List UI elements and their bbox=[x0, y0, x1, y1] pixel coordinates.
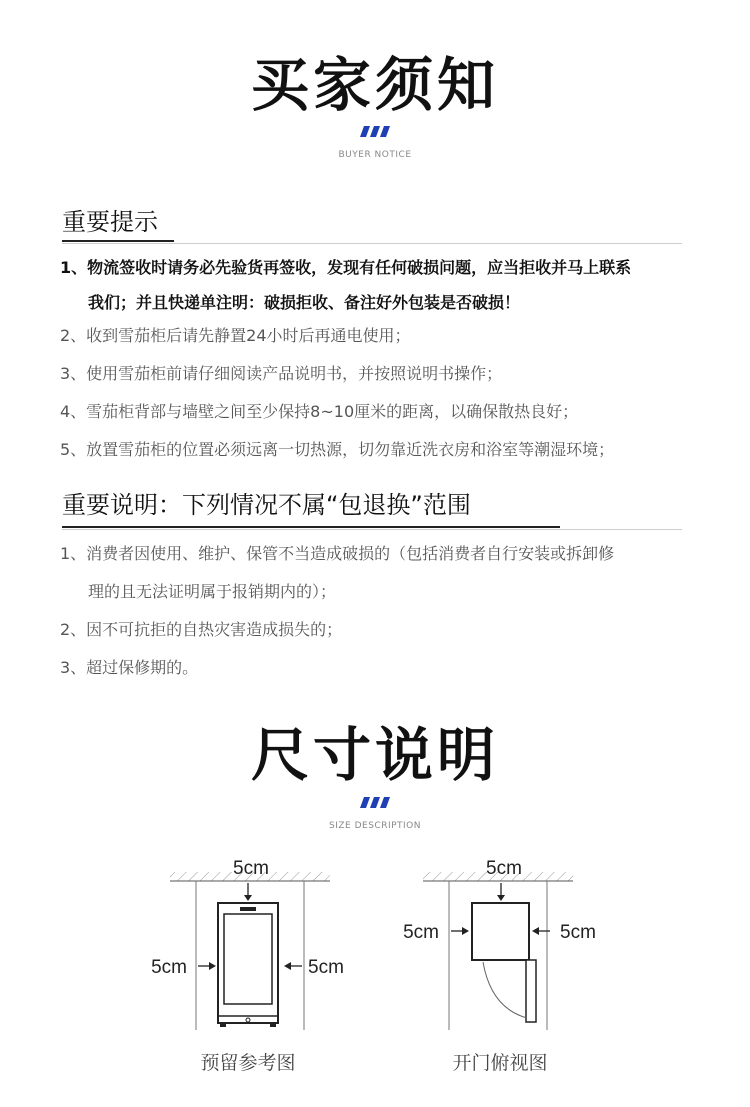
arrow-left-icon bbox=[284, 962, 302, 970]
tips-item-4: 4、雪茄柜背部与墙壁之间至少保持8~10厘米的距离，以确保散热良好； bbox=[60, 402, 579, 421]
tips-item-1: 1、物流签收时请务必先验货再签收，发现有任何破损问题，应当拒收并马上联系 bbox=[60, 258, 632, 277]
size-title: 尺寸说明 bbox=[250, 721, 499, 789]
size-slash-mark bbox=[0, 797, 750, 808]
arrow-right-icon bbox=[198, 962, 216, 970]
front-left-label: 5cm bbox=[151, 957, 187, 978]
tips-item-1-cont: 我们；并且快递单注明：破损拒收、备注好外包装是否破损！ bbox=[88, 293, 521, 312]
front-top-label: 5cm bbox=[233, 858, 269, 879]
top-view-left-label: 5cm bbox=[403, 922, 439, 943]
arrow-right-icon bbox=[451, 927, 469, 935]
tips-item-2: 2、收到雪茄柜后请先静置24小时后再通电使用； bbox=[60, 326, 411, 345]
tips-divider bbox=[62, 243, 682, 244]
tips-item-3: 3、使用雪茄柜前请仔细阅读产品说明书，并按照说明书操作； bbox=[60, 364, 503, 383]
cabinet-front-icon bbox=[218, 903, 278, 1027]
exclusions-item-1: 1、消费者因使用、维护、保管不当造成破损的（包括消费者自行安装或拆卸修 bbox=[60, 544, 615, 563]
tips-heading-underline bbox=[62, 240, 174, 242]
exclusions-item-2: 2、因不可抗拒的自热灾害造成损失的； bbox=[60, 620, 343, 639]
arrow-down-icon bbox=[497, 883, 505, 901]
top-view-caption: 开门俯视图 bbox=[452, 1052, 548, 1074]
arrow-down-icon bbox=[244, 883, 252, 901]
notice-title: 买家须知 bbox=[250, 51, 499, 119]
front-right-label: 5cm bbox=[308, 957, 344, 978]
top-view-top-label: 5cm bbox=[486, 858, 522, 879]
tips-item-5: 5、放置雪茄柜的位置必须远离一切热源，切勿靠近洗衣房和浴室等潮湿环境； bbox=[60, 440, 615, 459]
exclusions-heading: 重要说明：下列情况不属“包退换”范围 bbox=[62, 491, 471, 519]
notice-slash-mark bbox=[0, 126, 750, 137]
top-view-diagram bbox=[395, 850, 610, 1035]
exclusions-heading-underline bbox=[62, 526, 560, 528]
size-subtitle: SIZE DESCRIPTION bbox=[329, 821, 421, 831]
exclusions-divider bbox=[62, 529, 682, 530]
notice-subtitle: BUYER NOTICE bbox=[338, 150, 412, 160]
front-view-caption: 预留参考图 bbox=[200, 1052, 296, 1074]
top-view-right-label: 5cm bbox=[560, 922, 596, 943]
front-view-diagram bbox=[140, 850, 360, 1035]
cabinet-top-icon bbox=[472, 903, 536, 1022]
exclusions-item-3: 3、超过保修期的。 bbox=[60, 658, 199, 677]
tips-heading: 重要提示 bbox=[62, 208, 158, 236]
exclusions-item-1-cont: 理的且无法证明属于报销期内的）； bbox=[88, 582, 337, 601]
